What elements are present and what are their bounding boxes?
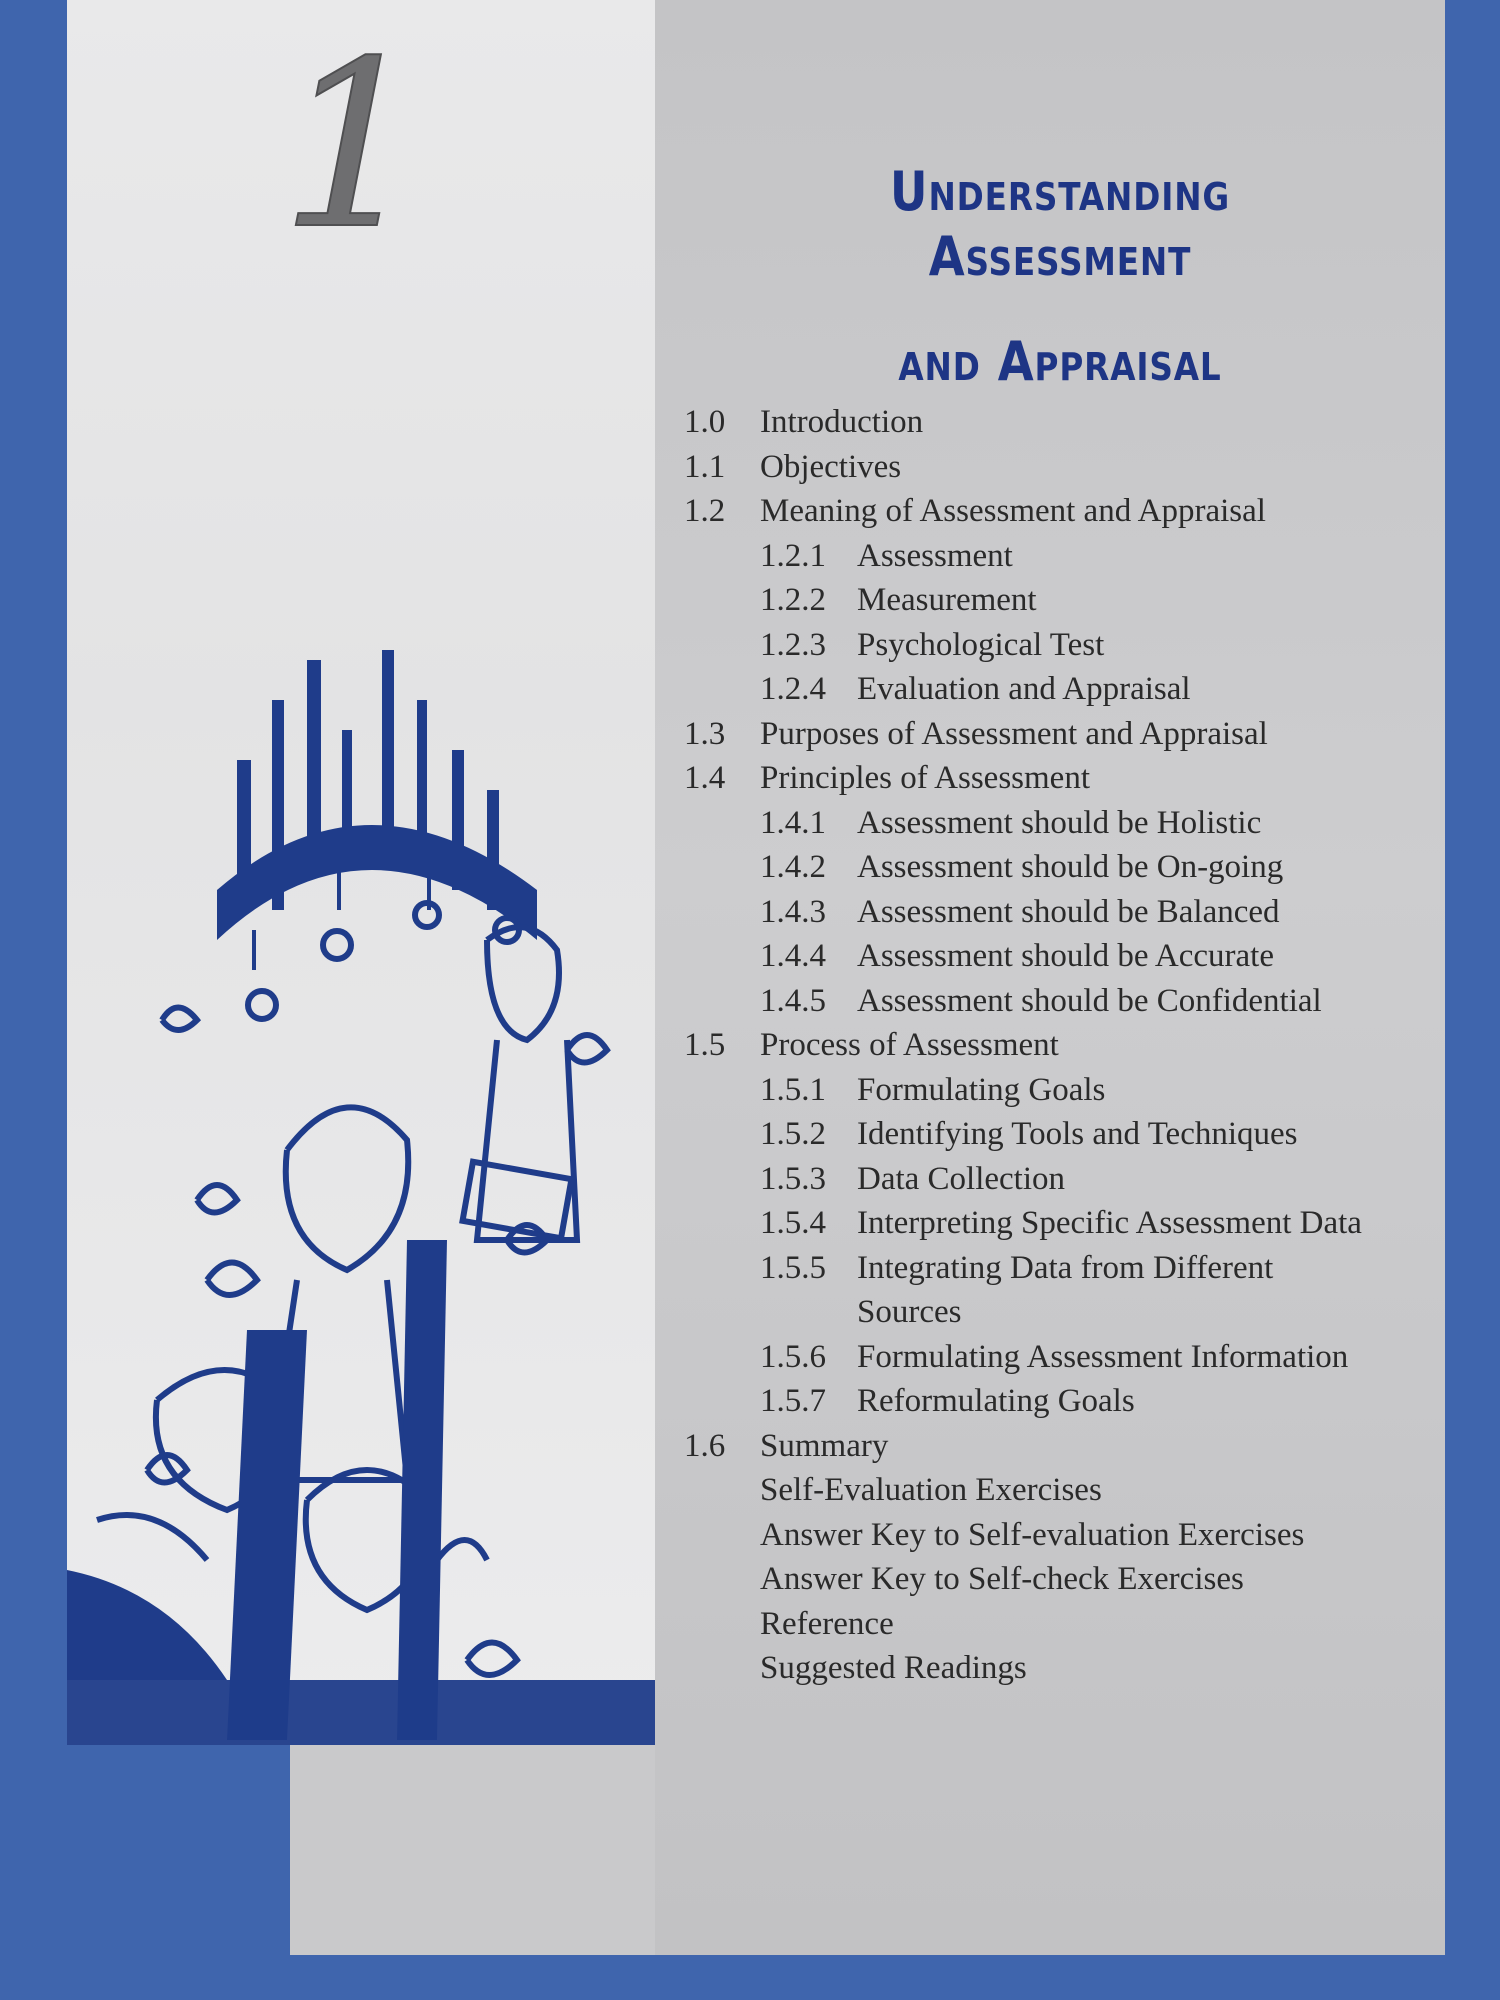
toc-entry xyxy=(684,400,1444,445)
toc-entry-number: 1.4.2 xyxy=(760,849,826,885)
toc-entry-number: 1.2.4 xyxy=(760,671,826,707)
toc-entry-label: Integrating Data from Different Sources xyxy=(857,1249,1274,1330)
toc-entry-number: 1.6 xyxy=(684,1427,726,1464)
toc-entry-label: Assessment should be On-going xyxy=(857,849,1284,885)
toc-entry-label: Answer Key to Self-evaluation Exercises xyxy=(760,1516,1305,1553)
toc-entry-number: 1.1 xyxy=(684,448,726,485)
toc-entry-label: Answer Key to Self-check Exercises xyxy=(760,1561,1244,1597)
toc-entry xyxy=(684,1379,1444,1424)
toc-entry xyxy=(684,1201,1444,1246)
toc-entry-label: Purposes of Assessment and Appraisal xyxy=(760,715,1268,752)
toc-entry-number: 1.4.1 xyxy=(760,804,826,841)
toc-entry-label: Interpreting Specific Assessment Data xyxy=(857,1205,1362,1241)
toc-entry-label: Data Collection xyxy=(857,1160,1066,1197)
toc-entry xyxy=(684,1602,1444,1647)
toc-entry xyxy=(684,890,1444,935)
chapter-title-line-2: and Appraisal xyxy=(898,329,1222,393)
toc-entry-number: 1.5.2 xyxy=(760,1116,826,1152)
toc-entry xyxy=(684,979,1444,1024)
toc-entry-label: Evaluation and Appraisal xyxy=(857,671,1191,707)
toc-entry xyxy=(684,1112,1444,1157)
toc-entry-label: Reference xyxy=(760,1605,894,1642)
toc-entry-label: Assessment should be Balanced xyxy=(857,893,1280,930)
toc-entry xyxy=(684,623,1444,668)
toc-entry-number: 1.5.1 xyxy=(760,1071,826,1108)
toc-entry xyxy=(684,1424,1444,1469)
toc-entry-number: 1.0 xyxy=(684,404,726,440)
toc-entry xyxy=(684,1068,1444,1113)
toc-entry xyxy=(684,1157,1444,1202)
toc-entry xyxy=(684,756,1444,801)
toc-entry-number: 1.2.1 xyxy=(760,537,826,574)
toc-entry-label: Objectives xyxy=(760,448,902,485)
chapter-number xyxy=(278,30,428,260)
toc-entry-label: Introduction xyxy=(760,404,924,440)
toc-entry-label: Formulating Assessment Information xyxy=(857,1338,1349,1375)
toc-entry-label: Assessment should be Accurate xyxy=(857,938,1274,974)
toc-entry-number: 1.5 xyxy=(684,1027,726,1063)
toc-entry-label: Process of Assessment xyxy=(760,1027,1059,1063)
toc-entry xyxy=(684,534,1444,579)
toc-entry xyxy=(684,1335,1444,1380)
toc-entry xyxy=(684,845,1444,890)
toc-entry xyxy=(684,578,1444,623)
toc-entry-number: 1.3 xyxy=(684,715,726,752)
toc-entry-label: Summary xyxy=(760,1427,889,1464)
toc-entry-number: 1.4 xyxy=(684,760,726,796)
toc-entry xyxy=(684,445,1444,490)
toc-entry xyxy=(684,934,1444,979)
chapter-title-line-1: Understanding Assessment xyxy=(889,160,1231,288)
toc-entry-label: Principles of Assessment xyxy=(760,760,1090,796)
toc-entry xyxy=(684,712,1444,757)
toc-entry-number: 1.4.4 xyxy=(760,938,826,974)
toc-entry-label: Formulating Goals xyxy=(857,1071,1106,1108)
toc-entry xyxy=(684,1557,1444,1602)
toc-entry-number: 1.4.5 xyxy=(760,982,826,1019)
toc-entry-label: Assessment should be Holistic xyxy=(857,804,1262,841)
toc-entry xyxy=(684,489,1444,534)
toc-entry xyxy=(684,1468,1444,1513)
students-illustration xyxy=(67,640,655,1745)
toc-entry-number: 1.5.5 xyxy=(760,1249,826,1286)
toc-entry-number: 1.2.3 xyxy=(760,626,826,663)
toc-entry-number: 1.5.7 xyxy=(760,1383,826,1419)
toc-entry-label: Assessment xyxy=(857,537,1013,574)
toc-entry-label: Measurement xyxy=(857,582,1037,618)
toc-entry-label: Self-Evaluation Exercises xyxy=(760,1472,1102,1508)
toc-entry-number: 1.4.3 xyxy=(760,893,826,930)
toc-entry-label: Suggested Readings xyxy=(760,1650,1027,1686)
toc-entry-number: 1.5.6 xyxy=(760,1338,826,1375)
toc-entry xyxy=(684,1246,1444,1335)
toc-entry-number: 1.5.3 xyxy=(760,1160,826,1197)
toc-entry-number: 1.2 xyxy=(684,493,726,529)
toc-entry-label: Psychological Test xyxy=(857,626,1105,663)
toc-entry xyxy=(684,1513,1444,1558)
toc-entry-number: 1.5.4 xyxy=(760,1205,826,1241)
chapter-title xyxy=(700,160,1420,394)
chapter-number-text: 1 xyxy=(279,30,427,260)
toc-entry xyxy=(684,801,1444,846)
toc-entry-label: Reformulating Goals xyxy=(857,1383,1135,1419)
toc-entry-label: Assessment should be Confidential xyxy=(857,982,1322,1019)
toc-entry-number: 1.2.2 xyxy=(760,582,826,618)
toc-entry xyxy=(684,1023,1444,1068)
table-of-contents xyxy=(684,400,1444,1691)
toc-entry-label: Meaning of Assessment and Appraisal xyxy=(760,493,1266,529)
toc-entry-label: Identifying Tools and Techniques xyxy=(857,1116,1298,1152)
toc-entry xyxy=(684,667,1444,712)
toc-entry xyxy=(684,1646,1444,1691)
